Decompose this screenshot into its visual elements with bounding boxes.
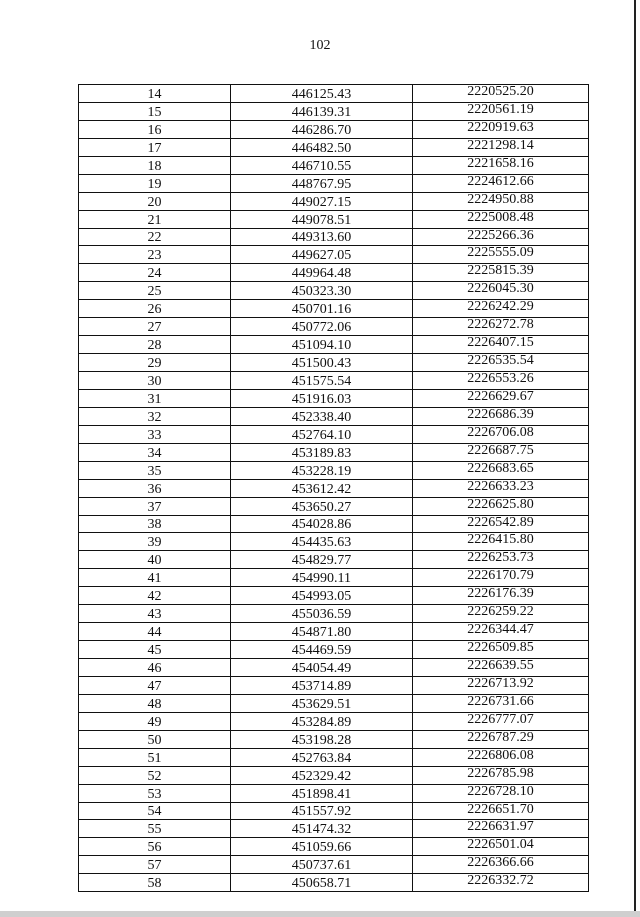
x-coordinate-cell: 446710.55	[231, 156, 413, 174]
y-coordinate-cell: 2226633.23	[413, 479, 589, 497]
table-row	[79, 210, 589, 228]
point-number-cell: 25	[79, 282, 231, 300]
x-coordinate-cell: 454469.59	[231, 641, 413, 659]
y-coordinate-cell: 2225266.36	[413, 228, 589, 246]
x-coordinate-cell: 449027.15	[231, 192, 413, 210]
point-number-cell: 22	[79, 228, 231, 246]
point-number-cell: 39	[79, 533, 231, 551]
point-number-cell: 33	[79, 425, 231, 443]
table-row	[79, 766, 589, 784]
x-coordinate-cell: 453284.89	[231, 712, 413, 730]
point-number-cell: 16	[79, 120, 231, 138]
table-row	[79, 838, 589, 856]
x-coordinate-cell: 451898.41	[231, 784, 413, 802]
x-coordinate-cell: 451557.92	[231, 802, 413, 820]
table-row	[79, 802, 589, 820]
table-row	[79, 748, 589, 766]
y-coordinate-cell: 2226625.80	[413, 497, 589, 515]
y-coordinate-cell: 2226806.08	[413, 748, 589, 766]
x-coordinate-cell: 454871.80	[231, 623, 413, 641]
table-row	[79, 138, 589, 156]
x-coordinate-cell: 452764.10	[231, 425, 413, 443]
x-coordinate-cell: 451094.10	[231, 336, 413, 354]
point-number-cell: 40	[79, 551, 231, 569]
point-number-cell: 15	[79, 102, 231, 120]
point-number-cell: 35	[79, 461, 231, 479]
x-coordinate-cell: 450658.71	[231, 874, 413, 892]
y-coordinate-cell: 2220919.63	[413, 120, 589, 138]
x-coordinate-cell: 452338.40	[231, 407, 413, 425]
table-row	[79, 354, 589, 372]
x-coordinate-cell: 454028.86	[231, 515, 413, 533]
table-row	[79, 479, 589, 497]
table-row	[79, 533, 589, 551]
table-row	[79, 372, 589, 390]
point-number-cell: 24	[79, 264, 231, 282]
table-row	[79, 264, 589, 282]
y-coordinate-cell: 2226639.55	[413, 659, 589, 677]
y-coordinate-cell: 2226272.78	[413, 318, 589, 336]
x-coordinate-cell: 450323.30	[231, 282, 413, 300]
point-number-cell: 43	[79, 605, 231, 623]
table-row	[79, 569, 589, 587]
x-coordinate-cell: 454829.77	[231, 551, 413, 569]
table-row	[79, 300, 589, 318]
y-coordinate-cell: 2224950.88	[413, 192, 589, 210]
point-number-cell: 18	[79, 156, 231, 174]
y-coordinate-cell: 2226501.04	[413, 838, 589, 856]
table-row	[79, 228, 589, 246]
table-row	[79, 282, 589, 300]
point-number-cell: 44	[79, 623, 231, 641]
point-number-cell: 51	[79, 748, 231, 766]
point-number-cell: 28	[79, 336, 231, 354]
x-coordinate-cell: 451059.66	[231, 838, 413, 856]
table-row	[79, 874, 589, 892]
y-coordinate-cell: 2226242.29	[413, 300, 589, 318]
table-row	[79, 407, 589, 425]
x-coordinate-cell: 453650.27	[231, 497, 413, 515]
x-coordinate-cell: 449313.60	[231, 228, 413, 246]
point-number-cell: 30	[79, 372, 231, 390]
y-coordinate-cell: 2226713.92	[413, 676, 589, 694]
table-row	[79, 659, 589, 677]
page-number: 102	[309, 38, 331, 53]
table-row	[79, 192, 589, 210]
y-coordinate-cell: 2221298.14	[413, 138, 589, 156]
page-edge-right	[634, 0, 636, 917]
x-coordinate-cell: 450737.61	[231, 856, 413, 874]
x-coordinate-cell: 446286.70	[231, 120, 413, 138]
point-number-cell: 20	[79, 192, 231, 210]
y-coordinate-cell: 2224612.66	[413, 174, 589, 192]
point-number-cell: 47	[79, 676, 231, 694]
table-row	[79, 784, 589, 802]
y-coordinate-cell: 2226553.26	[413, 372, 589, 390]
point-number-cell: 45	[79, 641, 231, 659]
x-coordinate-cell: 446482.50	[231, 138, 413, 156]
point-number-cell: 48	[79, 694, 231, 712]
y-coordinate-cell: 2226777.07	[413, 712, 589, 730]
y-coordinate-cell: 2226686.39	[413, 407, 589, 425]
point-number-cell: 27	[79, 318, 231, 336]
x-coordinate-cell: 453629.51	[231, 694, 413, 712]
table-row	[79, 856, 589, 874]
x-coordinate-cell: 454054.49	[231, 659, 413, 677]
coordinate-table-body	[79, 85, 589, 892]
point-number-cell: 21	[79, 210, 231, 228]
y-coordinate-cell: 2226706.08	[413, 425, 589, 443]
x-coordinate-cell: 449627.05	[231, 246, 413, 264]
table-row	[79, 174, 589, 192]
point-number-cell: 57	[79, 856, 231, 874]
y-coordinate-cell: 2226731.66	[413, 694, 589, 712]
y-coordinate-cell: 2226176.39	[413, 587, 589, 605]
y-coordinate-cell: 2226542.89	[413, 515, 589, 533]
y-coordinate-cell: 2226407.15	[413, 336, 589, 354]
point-number-cell: 19	[79, 174, 231, 192]
y-coordinate-cell: 2226631.97	[413, 820, 589, 838]
x-coordinate-cell: 453612.42	[231, 479, 413, 497]
table-row	[79, 246, 589, 264]
x-coordinate-cell: 449078.51	[231, 210, 413, 228]
table-row	[79, 85, 589, 103]
x-coordinate-cell: 452763.84	[231, 748, 413, 766]
y-coordinate-cell: 2225008.48	[413, 210, 589, 228]
table-row	[79, 515, 589, 533]
page-edge-bottom	[0, 911, 640, 917]
y-coordinate-cell: 2226683.65	[413, 461, 589, 479]
table-row	[79, 694, 589, 712]
x-coordinate-cell: 450701.16	[231, 300, 413, 318]
point-number-cell: 32	[79, 407, 231, 425]
y-coordinate-cell: 2226045.30	[413, 282, 589, 300]
y-coordinate-cell: 2226651.70	[413, 802, 589, 820]
y-coordinate-cell: 2226785.98	[413, 766, 589, 784]
point-number-cell: 58	[79, 874, 231, 892]
x-coordinate-cell: 451500.43	[231, 354, 413, 372]
y-coordinate-cell: 2220561.19	[413, 102, 589, 120]
point-number-cell: 23	[79, 246, 231, 264]
table-row	[79, 676, 589, 694]
point-number-cell: 46	[79, 659, 231, 677]
x-coordinate-cell: 451916.03	[231, 389, 413, 407]
y-coordinate-cell: 2226629.67	[413, 389, 589, 407]
point-number-cell: 54	[79, 802, 231, 820]
y-coordinate-cell: 2221658.16	[413, 156, 589, 174]
point-number-cell: 42	[79, 587, 231, 605]
y-coordinate-cell: 2226787.29	[413, 730, 589, 748]
table-row	[79, 318, 589, 336]
table-row	[79, 623, 589, 641]
table-row	[79, 820, 589, 838]
point-number-cell: 50	[79, 730, 231, 748]
point-number-cell: 31	[79, 389, 231, 407]
point-number-cell: 55	[79, 820, 231, 838]
y-coordinate-cell: 2226415.80	[413, 533, 589, 551]
x-coordinate-cell: 453714.89	[231, 676, 413, 694]
x-coordinate-cell: 454435.63	[231, 533, 413, 551]
table-row	[79, 551, 589, 569]
y-coordinate-cell: 2220525.20	[413, 85, 589, 103]
x-coordinate-cell: 446125.43	[231, 85, 413, 103]
y-coordinate-cell: 2226170.79	[413, 569, 589, 587]
y-coordinate-cell: 2226332.72	[413, 874, 589, 892]
x-coordinate-cell: 451575.54	[231, 372, 413, 390]
x-coordinate-cell: 454990.11	[231, 569, 413, 587]
table-row	[79, 156, 589, 174]
y-coordinate-cell: 2226509.85	[413, 641, 589, 659]
table-row	[79, 712, 589, 730]
x-coordinate-cell: 449964.48	[231, 264, 413, 282]
x-coordinate-cell: 451474.32	[231, 820, 413, 838]
y-coordinate-cell: 2226366.66	[413, 856, 589, 874]
y-coordinate-cell: 2226344.47	[413, 623, 589, 641]
point-number-cell: 49	[79, 712, 231, 730]
point-number-cell: 38	[79, 515, 231, 533]
y-coordinate-cell: 2226259.22	[413, 605, 589, 623]
point-number-cell: 41	[79, 569, 231, 587]
table-row	[79, 497, 589, 515]
x-coordinate-cell: 453189.83	[231, 443, 413, 461]
point-number-cell: 36	[79, 479, 231, 497]
y-coordinate-cell: 2226728.10	[413, 784, 589, 802]
point-number-cell: 26	[79, 300, 231, 318]
x-coordinate-cell: 452329.42	[231, 766, 413, 784]
table-row	[79, 641, 589, 659]
x-coordinate-cell: 453198.28	[231, 730, 413, 748]
x-coordinate-cell: 455036.59	[231, 605, 413, 623]
table-row	[79, 605, 589, 623]
table-row	[79, 389, 589, 407]
table-row	[79, 461, 589, 479]
x-coordinate-cell: 446139.31	[231, 102, 413, 120]
y-coordinate-cell: 2226535.54	[413, 354, 589, 372]
y-coordinate-cell: 2226687.75	[413, 443, 589, 461]
point-number-cell: 14	[79, 85, 231, 103]
y-coordinate-cell: 2225815.39	[413, 264, 589, 282]
point-number-cell: 17	[79, 138, 231, 156]
table-row	[79, 730, 589, 748]
table-row	[79, 336, 589, 354]
point-number-cell: 56	[79, 838, 231, 856]
point-number-cell: 52	[79, 766, 231, 784]
table-row	[79, 120, 589, 138]
table-row	[79, 443, 589, 461]
x-coordinate-cell: 450772.06	[231, 318, 413, 336]
point-number-cell: 34	[79, 443, 231, 461]
point-number-cell: 53	[79, 784, 231, 802]
x-coordinate-cell: 453228.19	[231, 461, 413, 479]
point-number-cell: 37	[79, 497, 231, 515]
x-coordinate-cell: 448767.95	[231, 174, 413, 192]
point-number-cell: 29	[79, 354, 231, 372]
table-row	[79, 587, 589, 605]
table-row	[79, 102, 589, 120]
table-row	[79, 425, 589, 443]
x-coordinate-cell: 454993.05	[231, 587, 413, 605]
y-coordinate-cell: 2225555.09	[413, 246, 589, 264]
y-coordinate-cell: 2226253.73	[413, 551, 589, 569]
coordinate-table	[78, 84, 589, 892]
